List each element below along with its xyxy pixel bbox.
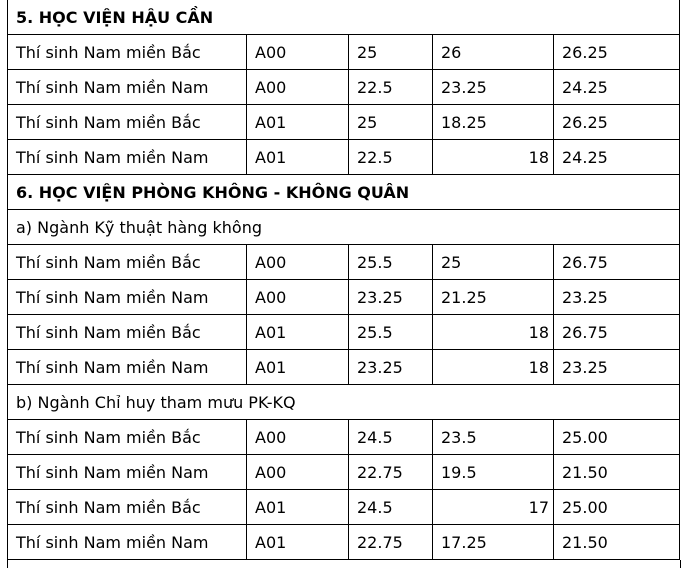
score-cell-3: 26.75 [554, 315, 680, 350]
score-cell-1: 22.5 [349, 140, 433, 175]
score-cell-2: 25 [433, 245, 554, 280]
score-cell-3: 24.25 [554, 140, 680, 175]
table-row [8, 105, 680, 140]
score-cell-2: 19.5 [433, 455, 554, 490]
subsection-title: a) Ngành Kỹ thuật hàng không [8, 210, 680, 245]
exam-block-cell: A01 [247, 350, 349, 385]
score-cell-3: 21.50 [554, 525, 680, 560]
table-body [8, 0, 680, 560]
exam-block-cell: A00 [247, 420, 349, 455]
table-row [8, 140, 680, 175]
score-cell-2: 21.25 [433, 280, 554, 315]
table-row [8, 350, 680, 385]
exam-block-cell: A00 [247, 280, 349, 315]
exam-block-cell: A00 [247, 35, 349, 70]
table-row [8, 245, 680, 280]
candidate-group-cell: Thí sinh Nam miền Bắc [8, 245, 247, 280]
section-title-row [8, 175, 680, 210]
score-cell-3: 24.25 [554, 70, 680, 105]
exam-block-cell: A01 [247, 105, 349, 140]
exam-block-cell: A01 [247, 315, 349, 350]
score-cell-1: 22.75 [349, 455, 433, 490]
section-title: 6. HỌC VIỆN PHÒNG KHÔNG - KHÔNG QUÂN [8, 175, 680, 210]
section-title: 5. HỌC VIỆN HẬU CẦN [8, 0, 680, 35]
table-row [8, 280, 680, 315]
candidate-group-cell: Thí sinh Nam miền Nam [8, 455, 247, 490]
exam-block-cell: A01 [247, 525, 349, 560]
candidate-group-cell: Thí sinh Nam miền Nam [8, 140, 247, 175]
score-cell-2: 17 [433, 490, 554, 525]
score-cell-1: 24.5 [349, 490, 433, 525]
exam-block-cell: A00 [247, 70, 349, 105]
exam-block-cell: A00 [247, 455, 349, 490]
score-cell-2: 18 [433, 315, 554, 350]
candidate-group-cell: Thí sinh Nam miền Bắc [8, 315, 247, 350]
table-row [8, 525, 680, 560]
candidate-group-cell: Thí sinh Nam miền Bắc [8, 490, 247, 525]
score-cell-1: 23.25 [349, 280, 433, 315]
table-row [8, 35, 680, 70]
score-cell-3: 25.00 [554, 490, 680, 525]
score-cell-1: 25.5 [349, 245, 433, 280]
table-continuation [7, 560, 681, 568]
candidate-group-cell: Thí sinh Nam miền Bắc [8, 420, 247, 455]
exam-block-cell: A00 [247, 245, 349, 280]
score-cell-1: 23.25 [349, 350, 433, 385]
score-cell-3: 26.75 [554, 245, 680, 280]
score-cell-3: 23.25 [554, 350, 680, 385]
candidate-group-cell: Thí sinh Nam miền Nam [8, 525, 247, 560]
score-cell-3: 26.25 [554, 35, 680, 70]
table-row [8, 420, 680, 455]
admission-score-table [7, 0, 680, 560]
subsection-title-row [8, 385, 680, 420]
table-row [8, 315, 680, 350]
candidate-group-cell: Thí sinh Nam miền Nam [8, 350, 247, 385]
score-cell-2: 23.5 [433, 420, 554, 455]
exam-block-cell: A01 [247, 140, 349, 175]
table-row [8, 490, 680, 525]
candidate-group-cell: Thí sinh Nam miền Bắc [8, 35, 247, 70]
candidate-group-cell: Thí sinh Nam miền Bắc [8, 105, 247, 140]
candidate-group-cell: Thí sinh Nam miền Nam [8, 280, 247, 315]
score-cell-3: 23.25 [554, 280, 680, 315]
score-cell-2: 26 [433, 35, 554, 70]
score-cell-1: 22.5 [349, 70, 433, 105]
subsection-title-row [8, 210, 680, 245]
candidate-group-cell: Thí sinh Nam miền Nam [8, 70, 247, 105]
score-cell-2: 18.25 [433, 105, 554, 140]
score-cell-3: 26.25 [554, 105, 680, 140]
score-cell-1: 24.5 [349, 420, 433, 455]
table-row [8, 70, 680, 105]
table-row [8, 455, 680, 490]
subsection-title: b) Ngành Chỉ huy tham mưu PK-KQ [8, 385, 680, 420]
score-cell-2: 17.25 [433, 525, 554, 560]
score-cell-2: 18 [433, 140, 554, 175]
score-cell-3: 25.00 [554, 420, 680, 455]
section-title-row [8, 0, 680, 35]
score-cell-3: 21.50 [554, 455, 680, 490]
score-cell-1: 25 [349, 35, 433, 70]
score-cell-1: 25 [349, 105, 433, 140]
score-cell-2: 23.25 [433, 70, 554, 105]
score-cell-1: 22.75 [349, 525, 433, 560]
score-cell-1: 25.5 [349, 315, 433, 350]
score-cell-2: 18 [433, 350, 554, 385]
exam-block-cell: A01 [247, 490, 349, 525]
